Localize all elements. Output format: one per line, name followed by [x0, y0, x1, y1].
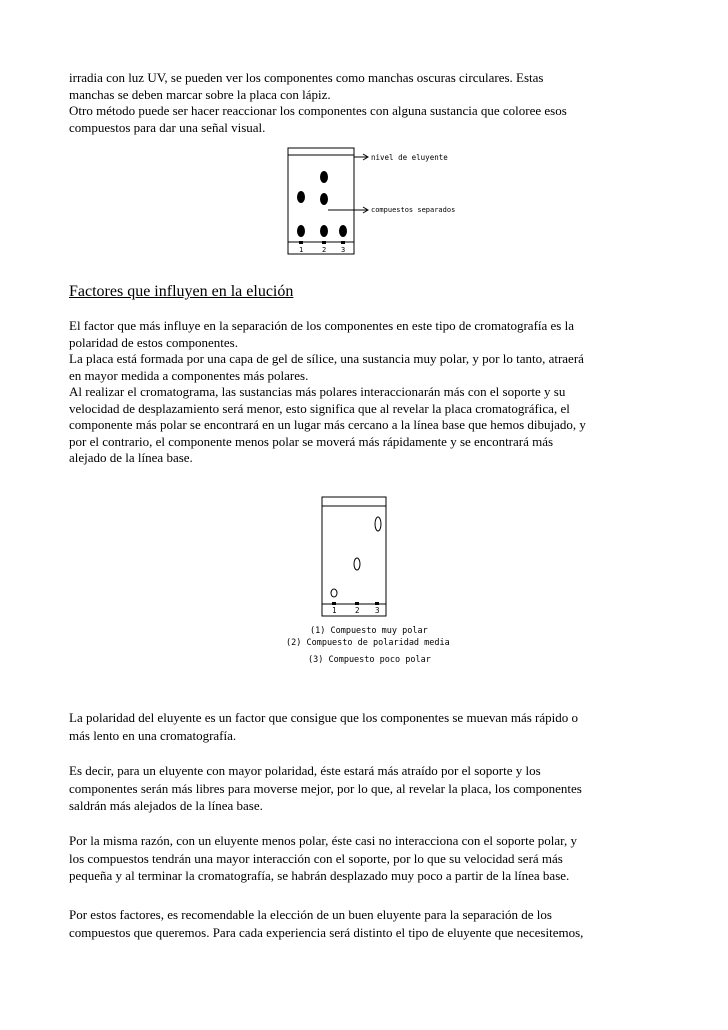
text-line: polaridad de estos componentes. — [69, 334, 238, 350]
lane-label: 3 — [341, 246, 346, 254]
spot — [320, 171, 328, 183]
text-line: saldrán más alejados de la línea base. — [69, 798, 263, 813]
origin-mark — [299, 241, 303, 244]
text-line: componente más polar se encontrará en un lugar más cercano a la línea base que hemos dibujado, y — [69, 417, 586, 432]
eluent-polarity-paragraph — [69, 709, 659, 744]
lane-label: 1 — [299, 246, 304, 254]
less-polar-eluent-paragraph — [69, 832, 659, 885]
spot — [320, 225, 328, 237]
text-line: por el contrario, el componente menos polar se moverá más rápidamente y se encontrará más — [69, 433, 554, 449]
text-line: velocidad de desplazamiento será menor, esto significa que al revelar la placa cromatográfica, el — [69, 400, 570, 416]
lane-label: 2 — [322, 246, 327, 254]
plate-outline — [322, 497, 386, 616]
origin-mark — [375, 602, 379, 605]
text-line: irradia con luz UV, se pueden ver los componentes como manchas oscuras circulares. Estas — [69, 70, 544, 85]
section-heading: Factores que influyen en la elución — [69, 283, 294, 300]
eluent-label: nivel de eluyente — [371, 153, 448, 162]
text-line: Otro método puede ser hacer reaccionar los componentes con alguna sustancia que coloree esos — [69, 103, 567, 118]
lane-label: 3 — [375, 606, 380, 615]
spot — [320, 193, 328, 205]
intro-paragraph — [69, 70, 659, 136]
tlc-plate-diagram — [280, 140, 470, 260]
origin-mark — [322, 241, 326, 244]
spot — [339, 225, 347, 237]
text-line: pequeña y al terminar la cromatografía, se habrán desplazado muy poco a partir de la línea base. — [69, 868, 570, 883]
text-line: Por estos factores, es recomendable la elección de un buen eluyente para la separación de los — [69, 907, 552, 922]
factors-paragraph — [69, 318, 659, 467]
more-polar-eluent-paragraph — [69, 762, 659, 815]
text-line: compuestos que queremos. Para cada experiencia será distinto el tipo de eluyente que necesitemos, — [69, 924, 584, 940]
text-line: componentes serán más libres para moverse mejor, por lo que, al revelar la placa, los componentes — [69, 780, 582, 796]
spot — [297, 191, 305, 203]
legend-item: (3) Compuesto poco polar — [308, 655, 431, 665]
conclusion-paragraph — [69, 906, 659, 941]
origin-mark — [341, 241, 345, 244]
polarity-plate-diagram — [282, 490, 452, 670]
text-line: Al realizar el cromatograma, las sustancias más polares interaccionarán más con el soporte y su — [69, 384, 566, 399]
text-line: Es decir, para un eluyente con mayor polaridad, éste estará más atraído por el soporte y los — [69, 763, 541, 778]
text-line: compuestos para dar una señal visual. — [69, 119, 266, 135]
origin-mark — [332, 602, 336, 605]
spot — [297, 225, 305, 237]
text-line: La polaridad del eluyente es un factor que consigue que los componentes se muevan más rápido o — [69, 710, 579, 725]
text-line: manchas se deben marcar sobre la placa con lápiz. — [69, 86, 331, 102]
legend-item: (2) Compuesto de polaridad media — [286, 638, 450, 648]
legend-item: (1) Compuesto muy polar — [310, 626, 428, 636]
text-line: La placa está formada por una capa de gel de sílice, una sustancia muy polar, y por lo tanto, atraerá — [69, 351, 584, 366]
text-line: El factor que más influye en la separación de los componentes en este tipo de cromatografía es la — [69, 318, 575, 333]
text-line: alejado de la línea base. — [69, 450, 193, 465]
text-line: más lento en una cromatografía. — [69, 727, 237, 743]
text-line: Por la misma razón, con un eluyente menos polar, éste casi no interacciona con el soporte polar, y — [69, 833, 577, 848]
compounds-label: compuestos separados — [371, 206, 456, 214]
text-line: los compuestos tendrán una mayor interacción con el soporte, por lo que su velocidad será más — [69, 850, 563, 866]
lane-label: 2 — [355, 606, 360, 615]
text-line: en mayor medida a componentes más polares. — [69, 367, 309, 383]
lane-label: 1 — [332, 606, 337, 615]
origin-mark — [355, 602, 359, 605]
